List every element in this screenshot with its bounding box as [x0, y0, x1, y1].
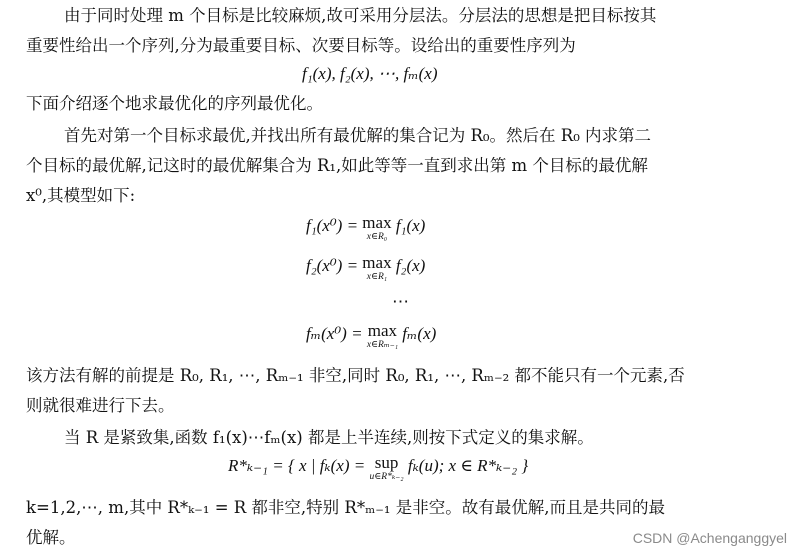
- eq2-lhs: f₂(x⁰) =: [306, 256, 359, 275]
- eq2-op: max: [362, 253, 392, 272]
- eq2-limit: x∈R₁: [366, 272, 388, 282]
- model-equation-3: [306, 322, 436, 350]
- set-sup-operator: [369, 454, 403, 482]
- eq2-rhs: f₂(x): [395, 256, 426, 275]
- eq1-limit: x∈R₀: [366, 232, 388, 242]
- paragraph-5-line-2: 优解。: [26, 528, 76, 547]
- objective-sequence-formula: f₁(x), f₂(x), ⋯, fₘ(x): [302, 64, 438, 83]
- eq2-max-operator: [362, 254, 391, 282]
- set-limit: u∈R*ₖ₋₂: [369, 472, 404, 482]
- csdn-watermark: CSDN @Achenganggyel: [632, 530, 787, 546]
- eq1-lhs: f₁(x⁰) =: [306, 216, 359, 235]
- model-equation-1: [306, 214, 425, 242]
- eq3-limit: x∈Rₘ₋₁: [366, 340, 399, 350]
- paragraph-5-line-1: k=1,2,⋯, m,其中 R*ₖ₋₁ = R 都非空,特别 R*ₘ₋₁ 是非空。故有最优解,而且是共同的最: [26, 498, 666, 517]
- model-ellipsis: ⋯: [392, 292, 409, 311]
- set-definition-formula: [228, 454, 528, 482]
- eq1-op: max: [362, 213, 392, 232]
- paragraph-3-line-1: 该方法有解的前提是 R₀, R₁, ⋯, Rₘ₋₁ 非空,同时 R₀, R₁, ⋯, Rₘ₋₂ 都不能只有一个元素,否: [26, 366, 685, 385]
- paragraph-1-line-2: 重要性给出一个序列,分为最重要目标、次要目标等。设给出的重要性序列为: [26, 36, 576, 55]
- paragraph-2-line-2: 个目标的最优解,记这时的最优解集合为 R₁,如此等等一直到求出第 m 个目标的最优解: [26, 156, 648, 175]
- paragraph-2-line-3: x⁰,其模型如下:: [26, 186, 136, 205]
- paragraph-3-line-2: 则就很难进行下去。: [26, 396, 175, 415]
- set-op: sup: [374, 453, 399, 472]
- paragraph-4-line-1: 当 R 是紧致集,函数 f₁(x)⋯fₘ(x) 都是上半连续,则按下式定义的集求解。: [64, 428, 594, 447]
- model-equation-2: [306, 254, 425, 282]
- eq3-max-operator: [367, 322, 398, 350]
- eq1-max-operator: [362, 214, 391, 242]
- eq3-rhs: fₘ(x): [402, 324, 437, 343]
- eq3-lhs: fₘ(x⁰) =: [306, 324, 363, 343]
- paragraph-1-line-1: 由于同时处理 m 个目标是比较麻烦,故可采用分层法。分层法的思想是把目标按其: [64, 6, 657, 25]
- paragraph-2-line-1: 首先对第一个目标求最优,并找出所有最优解的集合记为 R₀。然后在 R₀ 内求第二: [64, 126, 652, 145]
- paragraph-1-line-3: 下面介绍逐个地求最优化的序列最优化。: [26, 94, 323, 113]
- set-rhs: fₖ(u); x ∈ R*ₖ₋₂ }: [407, 456, 529, 475]
- eq3-op: max: [367, 321, 398, 340]
- set-lhs: R*ₖ₋₁ = { x | fₖ(x) =: [228, 456, 366, 475]
- eq1-rhs: f₁(x): [395, 216, 426, 235]
